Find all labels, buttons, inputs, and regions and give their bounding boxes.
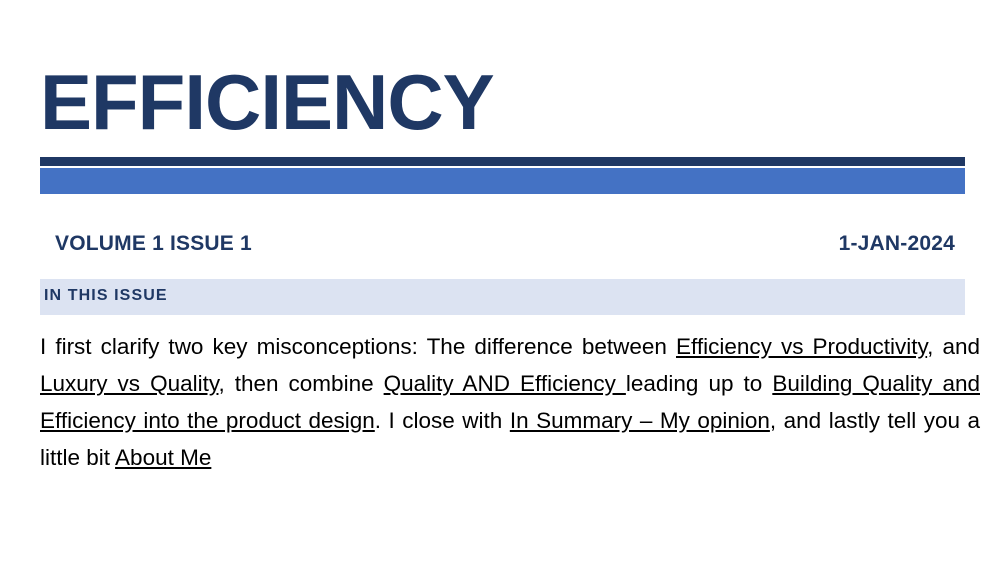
summary-text-5: . I close with bbox=[374, 408, 510, 433]
link-quality-and-efficiency[interactable]: Quality AND Efficiency bbox=[383, 371, 626, 396]
summary-text-2: , and bbox=[927, 334, 980, 359]
volume-issue-label: VOLUME 1 ISSUE 1 bbox=[55, 232, 252, 255]
issue-date: 1-JAN-2024 bbox=[838, 232, 955, 255]
link-efficiency-vs-productivity[interactable]: Efficiency vs Productivity bbox=[676, 334, 928, 359]
page-title: EFFICIENCY bbox=[40, 58, 494, 146]
summary-text-1: I first clarify two key misconceptions: The difference between bbox=[40, 334, 676, 359]
link-building-quality-and-efficiency[interactable]: Building Quality and Efficiency into the product design bbox=[40, 371, 980, 433]
in-this-issue-label: IN THIS ISSUE bbox=[44, 287, 168, 304]
issue-summary-paragraph bbox=[40, 328, 980, 476]
link-luxury-vs-quality[interactable]: Luxury vs Quality bbox=[40, 371, 219, 396]
summary-text-6: , and lastly tell you a little bit bbox=[40, 408, 980, 470]
divider-dark bbox=[40, 157, 965, 166]
in-this-issue-band bbox=[40, 279, 965, 315]
summary-text-3: , then combine bbox=[218, 371, 384, 396]
link-about-me[interactable]: About Me bbox=[115, 445, 212, 470]
volume-row bbox=[40, 232, 965, 266]
masthead bbox=[40, 58, 965, 146]
divider-accent bbox=[40, 168, 965, 194]
summary-text-4: leading up to bbox=[625, 371, 773, 396]
link-in-summary-my-opinion[interactable]: In Summary – My opinion bbox=[509, 408, 770, 433]
